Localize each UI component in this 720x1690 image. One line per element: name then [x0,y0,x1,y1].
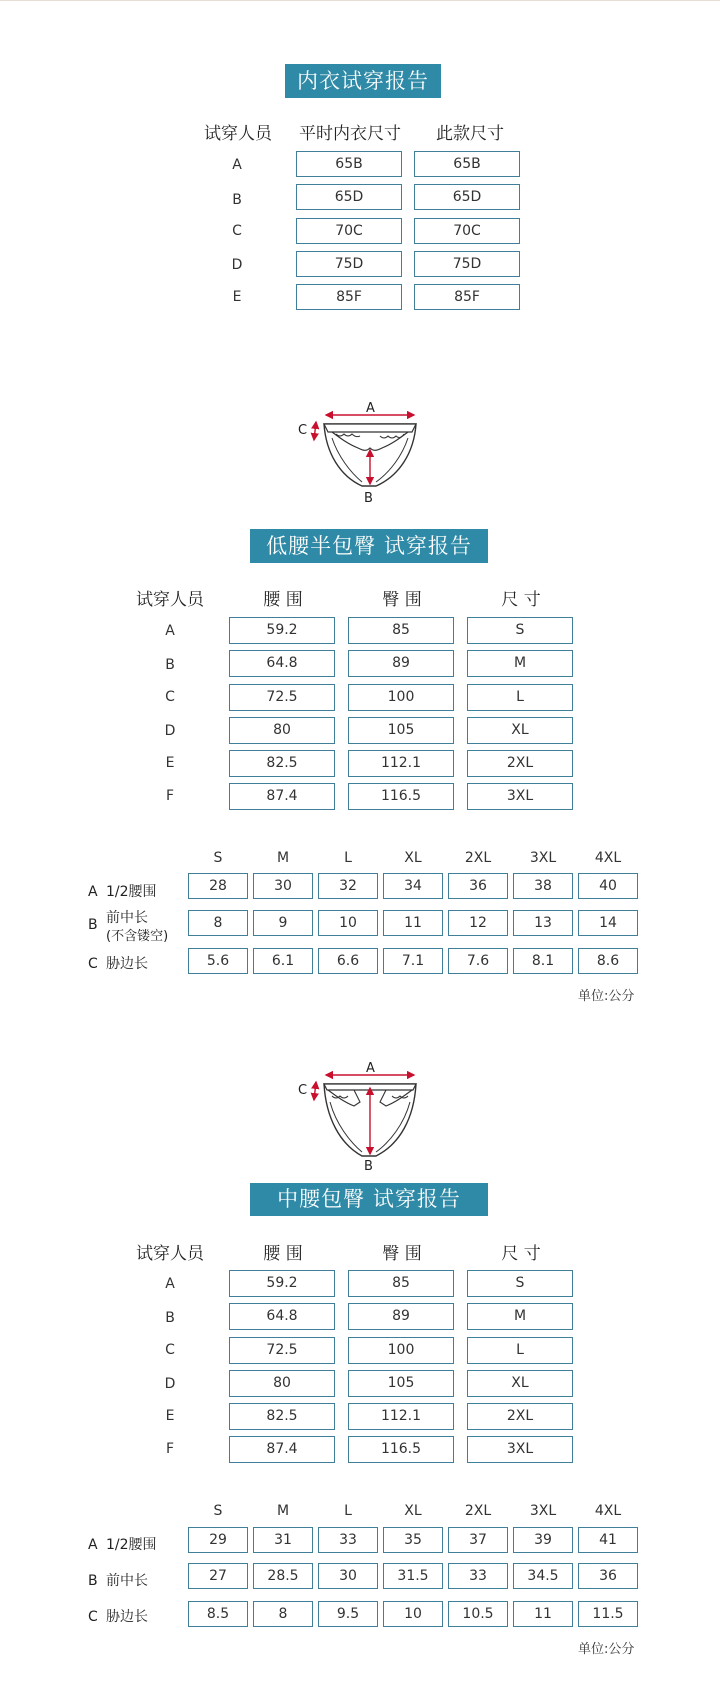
low-waist-size-cell: S [467,617,573,644]
low-waist-waist-cell: 72.5 [229,684,335,711]
measure-value-cell: 35 [383,1527,443,1553]
bra-usual-size-cell: 85F [296,284,402,310]
mid-waist-waist-cell: 59.2 [229,1270,335,1297]
low-waist-hip-cell: 89 [348,650,454,677]
low-waist-hip-cell: 105 [348,717,454,744]
measure-value-cell: 6.6 [318,948,378,974]
low-waist-report-title: 低腰半包臀 试穿报告 [250,529,488,563]
mid-waist-waist-cell: 72.5 [229,1337,335,1364]
measure-value-cell: 8 [188,910,248,936]
mid-waist-person-label: D [164,1376,176,1392]
bra-this-size-cell: 65B [414,151,520,177]
low-waist-hip-cell: 100 [348,684,454,711]
measure-value-cell: 31.5 [383,1563,443,1589]
low-waist-waist-cell: 80 [229,717,335,744]
mid-waist-waist-cell: 82.5 [229,1403,335,1430]
measure-value-cell: 11.5 [578,1601,638,1627]
size-column-header: 3XL [529,1503,557,1519]
size-column-header: XL [404,850,422,866]
size-column-header: 2XL [464,1503,492,1519]
size-column-header: 4XL [594,850,622,866]
bra-usual-size-cell: 70C [296,218,402,244]
measure-letter: B [88,917,98,933]
low-waist-panty-diagram [296,398,446,508]
low-waist-waist-cell: 87.4 [229,783,335,810]
low-waist-person-label: E [165,755,175,771]
bra-person-label: E [232,289,242,305]
low-waist-unit-note: 单位:公分 [578,989,635,1004]
bra-usual-size-cell: 75D [296,251,402,277]
low-waist-size-cell: 3XL [467,783,573,810]
size-column-header: 3XL [529,850,557,866]
mid-waist-person-label: E [165,1408,175,1424]
low-waist-size-cell: 2XL [467,750,573,777]
mid-waist-hip-cell: 89 [348,1303,454,1330]
mid-waist-waist-cell: 87.4 [229,1436,335,1463]
size-column-header: S [213,850,223,866]
measure-value-cell: 27 [188,1563,248,1589]
measure-letter: A [88,884,98,900]
low-waist-header-hip: 臀 围 [382,590,422,610]
measure-value-cell: 8 [253,1601,313,1627]
mid-waist-report-title: 中腰包臀 试穿报告 [250,1183,488,1216]
measure-letter: C [88,956,98,972]
measure-value-cell: 6.1 [253,948,313,974]
measure-letter: B [88,1573,98,1589]
mid-waist-hip-cell: 105 [348,1370,454,1397]
measure-value-cell: 32 [318,873,378,899]
measure-label [88,1606,148,1626]
low-waist-size-cell: L [467,684,573,711]
bra-usual-size-cell: 65B [296,151,402,177]
low-waist-header-waist: 腰 围 [263,590,303,610]
measure-value-cell: 5.6 [188,948,248,974]
size-column-header: L [344,850,352,866]
mid-waist-person-label: A [165,1276,175,1292]
mid-waist-hip-cell: 85 [348,1270,454,1297]
measure-value-cell: 29 [188,1527,248,1553]
low-waist-size-cell: XL [467,717,573,744]
low-waist-header-size: 尺 寸 [501,590,541,610]
mid-waist-hip-cell: 112.1 [348,1403,454,1430]
bra-this-size-cell: 70C [414,218,520,244]
mid-waist-header-hip: 臀 围 [382,1244,422,1264]
measure-value-cell: 38 [513,873,573,899]
measure-value-cell: 40 [578,873,638,899]
mid-waist-size-cell: M [467,1303,573,1330]
measure-value-cell: 33 [448,1563,508,1589]
size-column-header: L [344,1503,352,1519]
measure-value-cell: 10.5 [448,1601,508,1627]
measure-name: 胁边长 [106,956,148,972]
low-waist-person-label: C [165,689,175,705]
mid-waist-hip-cell: 100 [348,1337,454,1364]
measure-value-cell: 39 [513,1527,573,1553]
measure-value-cell: 10 [383,1601,443,1627]
mid-waist-person-label: B [165,1310,175,1326]
mid-waist-person-label: F [165,1441,175,1457]
measure-value-cell: 12 [448,910,508,936]
measure-value-cell: 34 [383,873,443,899]
measure-name: 1/2腰围 [106,884,157,900]
measure-value-cell: 30 [318,1563,378,1589]
measure-value-cell: 8.1 [513,948,573,974]
measure-value-cell: 37 [448,1527,508,1553]
mid-waist-size-cell: 2XL [467,1403,573,1430]
mid-waist-size-cell: S [467,1270,573,1297]
top-divider [0,0,720,1]
low-waist-hip-cell: 85 [348,617,454,644]
mid-waist-unit-note: 单位:公分 [578,1642,635,1657]
low-waist-hip-cell: 112.1 [348,750,454,777]
bra-header-this: 此款尺寸 [436,124,504,144]
measure-value-cell: 31 [253,1527,313,1553]
measure-value-cell: 11 [513,1601,573,1627]
measure-name: 前中长 [106,1573,148,1589]
measure-name: 1/2腰围 [106,1537,157,1553]
mid-waist-size-cell: XL [467,1370,573,1397]
bra-report-title: 内衣试穿报告 [285,64,441,98]
measure-value-cell: 36 [448,873,508,899]
mid-waist-header-person: 试穿人员 [136,1244,204,1264]
measure-value-cell: 41 [578,1527,638,1553]
bra-this-size-cell: 85F [414,284,520,310]
measure-value-cell: 8.6 [578,948,638,974]
measure-value-cell: 7.6 [448,948,508,974]
measure-label [88,881,157,901]
bra-person-label: C [232,223,242,239]
size-column-header: S [213,1503,223,1519]
measure-label [88,917,106,933]
bra-person-label: B [232,192,242,208]
measure-value-cell: 28.5 [253,1563,313,1589]
measure-letter: A [88,1537,98,1553]
bra-this-size-cell: 65D [414,184,520,210]
measure-value-cell: 34.5 [513,1563,573,1589]
size-column-header: M [276,850,290,866]
measure-value-cell: 36 [578,1563,638,1589]
measure-name: 前中长 [106,910,148,926]
diagram-label-c: C [298,423,308,438]
low-waist-person-label: F [165,788,175,804]
measure-name: 胁边长 [106,1609,148,1625]
measure-value-cell: 28 [188,873,248,899]
mid-waist-waist-cell: 64.8 [229,1303,335,1330]
low-waist-hip-cell: 116.5 [348,783,454,810]
mid-waist-hip-cell: 116.5 [348,1436,454,1463]
low-waist-waist-cell: 64.8 [229,650,335,677]
low-waist-waist-cell: 59.2 [229,617,335,644]
size-column-header: XL [404,1503,422,1519]
measure-value-cell: 11 [383,910,443,936]
measure-value-cell: 9 [253,910,313,936]
low-waist-person-label: A [165,623,175,639]
low-waist-header-person: 试穿人员 [136,590,204,610]
mid-waist-person-label: C [165,1342,175,1358]
size-column-header: 2XL [464,850,492,866]
measure-letter: C [88,1609,98,1625]
measure-value-cell: 8.5 [188,1601,248,1627]
low-waist-size-cell: M [467,650,573,677]
measure-value-cell: 10 [318,910,378,936]
low-waist-person-label: D [164,723,176,739]
measure-label [88,1570,148,1590]
mid-waist-header-waist: 腰 围 [263,1244,303,1264]
size-column-header: M [276,1503,290,1519]
mid-waist-waist-cell: 80 [229,1370,335,1397]
mid-waist-size-cell: 3XL [467,1436,573,1463]
bra-usual-size-cell: 65D [296,184,402,210]
mid-waist-header-size: 尺 寸 [501,1244,541,1264]
measure-value-cell: 7.1 [383,948,443,974]
measure-label [88,1534,157,1554]
measure-value-cell: 14 [578,910,638,936]
measure-label [88,953,148,973]
bra-person-label: D [231,257,243,273]
diagram-label-a: A [366,1062,375,1076]
measure-value-cell: 13 [513,910,573,936]
bra-header-person: 试穿人员 [204,124,272,144]
size-column-header: 4XL [594,1503,622,1519]
bra-this-size-cell: 75D [414,251,520,277]
measure-value-cell: 30 [253,873,313,899]
bra-header-usual: 平时内衣尺寸 [299,124,401,144]
measure-value-cell: 33 [318,1527,378,1553]
diagram-label-c: C [298,1083,308,1098]
mid-waist-panty-diagram [296,1062,446,1172]
low-waist-waist-cell: 82.5 [229,750,335,777]
measure-value-cell: 9.5 [318,1601,378,1627]
diagram-label-b: B [364,1159,373,1172]
low-waist-person-label: B [165,657,175,673]
diagram-label-a: A [366,401,375,416]
mid-waist-size-cell: L [467,1337,573,1364]
measure-name-note: (不含镂空) [106,929,169,944]
diagram-label-b: B [364,491,373,506]
bra-person-label: A [232,157,242,173]
